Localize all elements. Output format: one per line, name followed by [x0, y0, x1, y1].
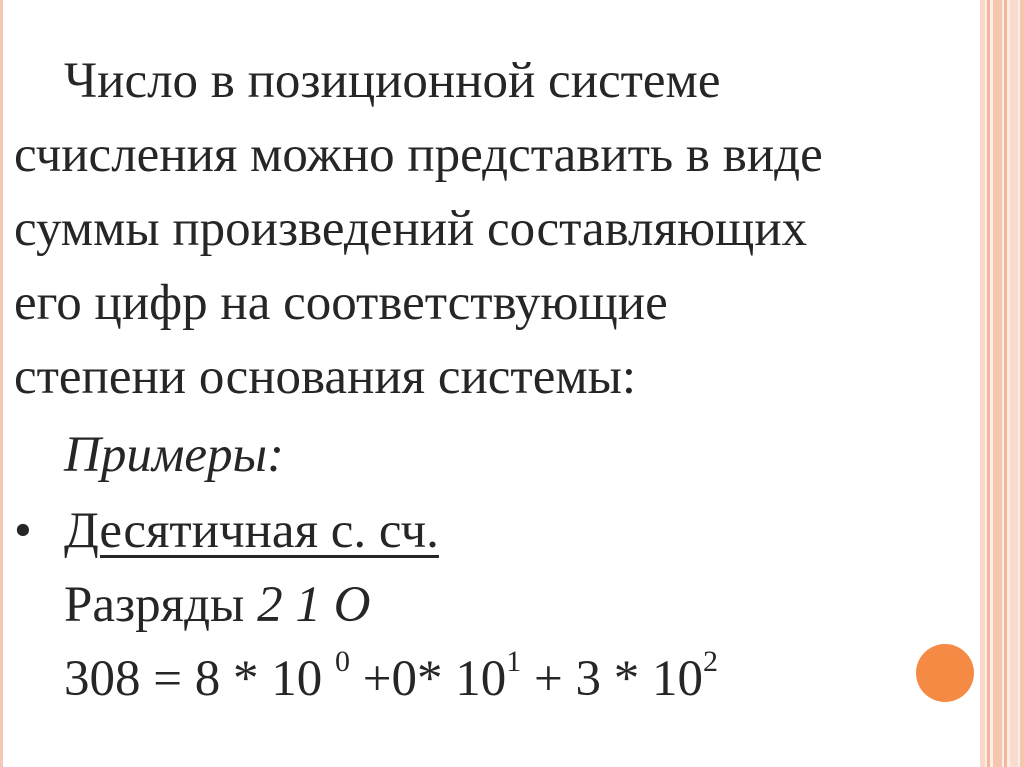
- paragraph-line: Число в позиционной системе: [64, 53, 721, 109]
- expansion-formula: [64, 642, 718, 716]
- formula-part: +0* 10: [350, 651, 507, 707]
- bullet-text: Десятичная с. сч.: [64, 503, 439, 559]
- formula-part: 308 = 8 * 10: [64, 651, 336, 707]
- stripe: [1020, 0, 1024, 767]
- body-paragraph: [14, 44, 994, 414]
- digit-positions-line: [64, 568, 370, 642]
- formula-exponent: 1: [506, 645, 522, 678]
- digits-label: Разряды: [64, 577, 245, 633]
- stripe: [1010, 0, 1018, 767]
- formula-part: + 3 * 10: [521, 651, 704, 707]
- bullet-marker: •: [14, 503, 32, 559]
- orange-circle-decoration: [916, 644, 974, 702]
- left-border-decoration: [0, 0, 3, 767]
- paragraph-line: счисления можно представить в виде: [14, 127, 823, 183]
- formula-exponent: 2: [703, 645, 719, 678]
- paragraph-line: суммы произведений составляющих: [14, 201, 808, 257]
- stripe: [1004, 0, 1007, 767]
- formula-exponent: 0: [335, 645, 351, 678]
- examples-heading: Примеры:: [64, 427, 285, 483]
- digits-values: 2 1 О: [257, 577, 371, 633]
- stripe: [993, 0, 1002, 767]
- paragraph-line: степени основания системы:: [14, 349, 637, 405]
- paragraph-line: его цифр на соответствующие: [14, 275, 668, 331]
